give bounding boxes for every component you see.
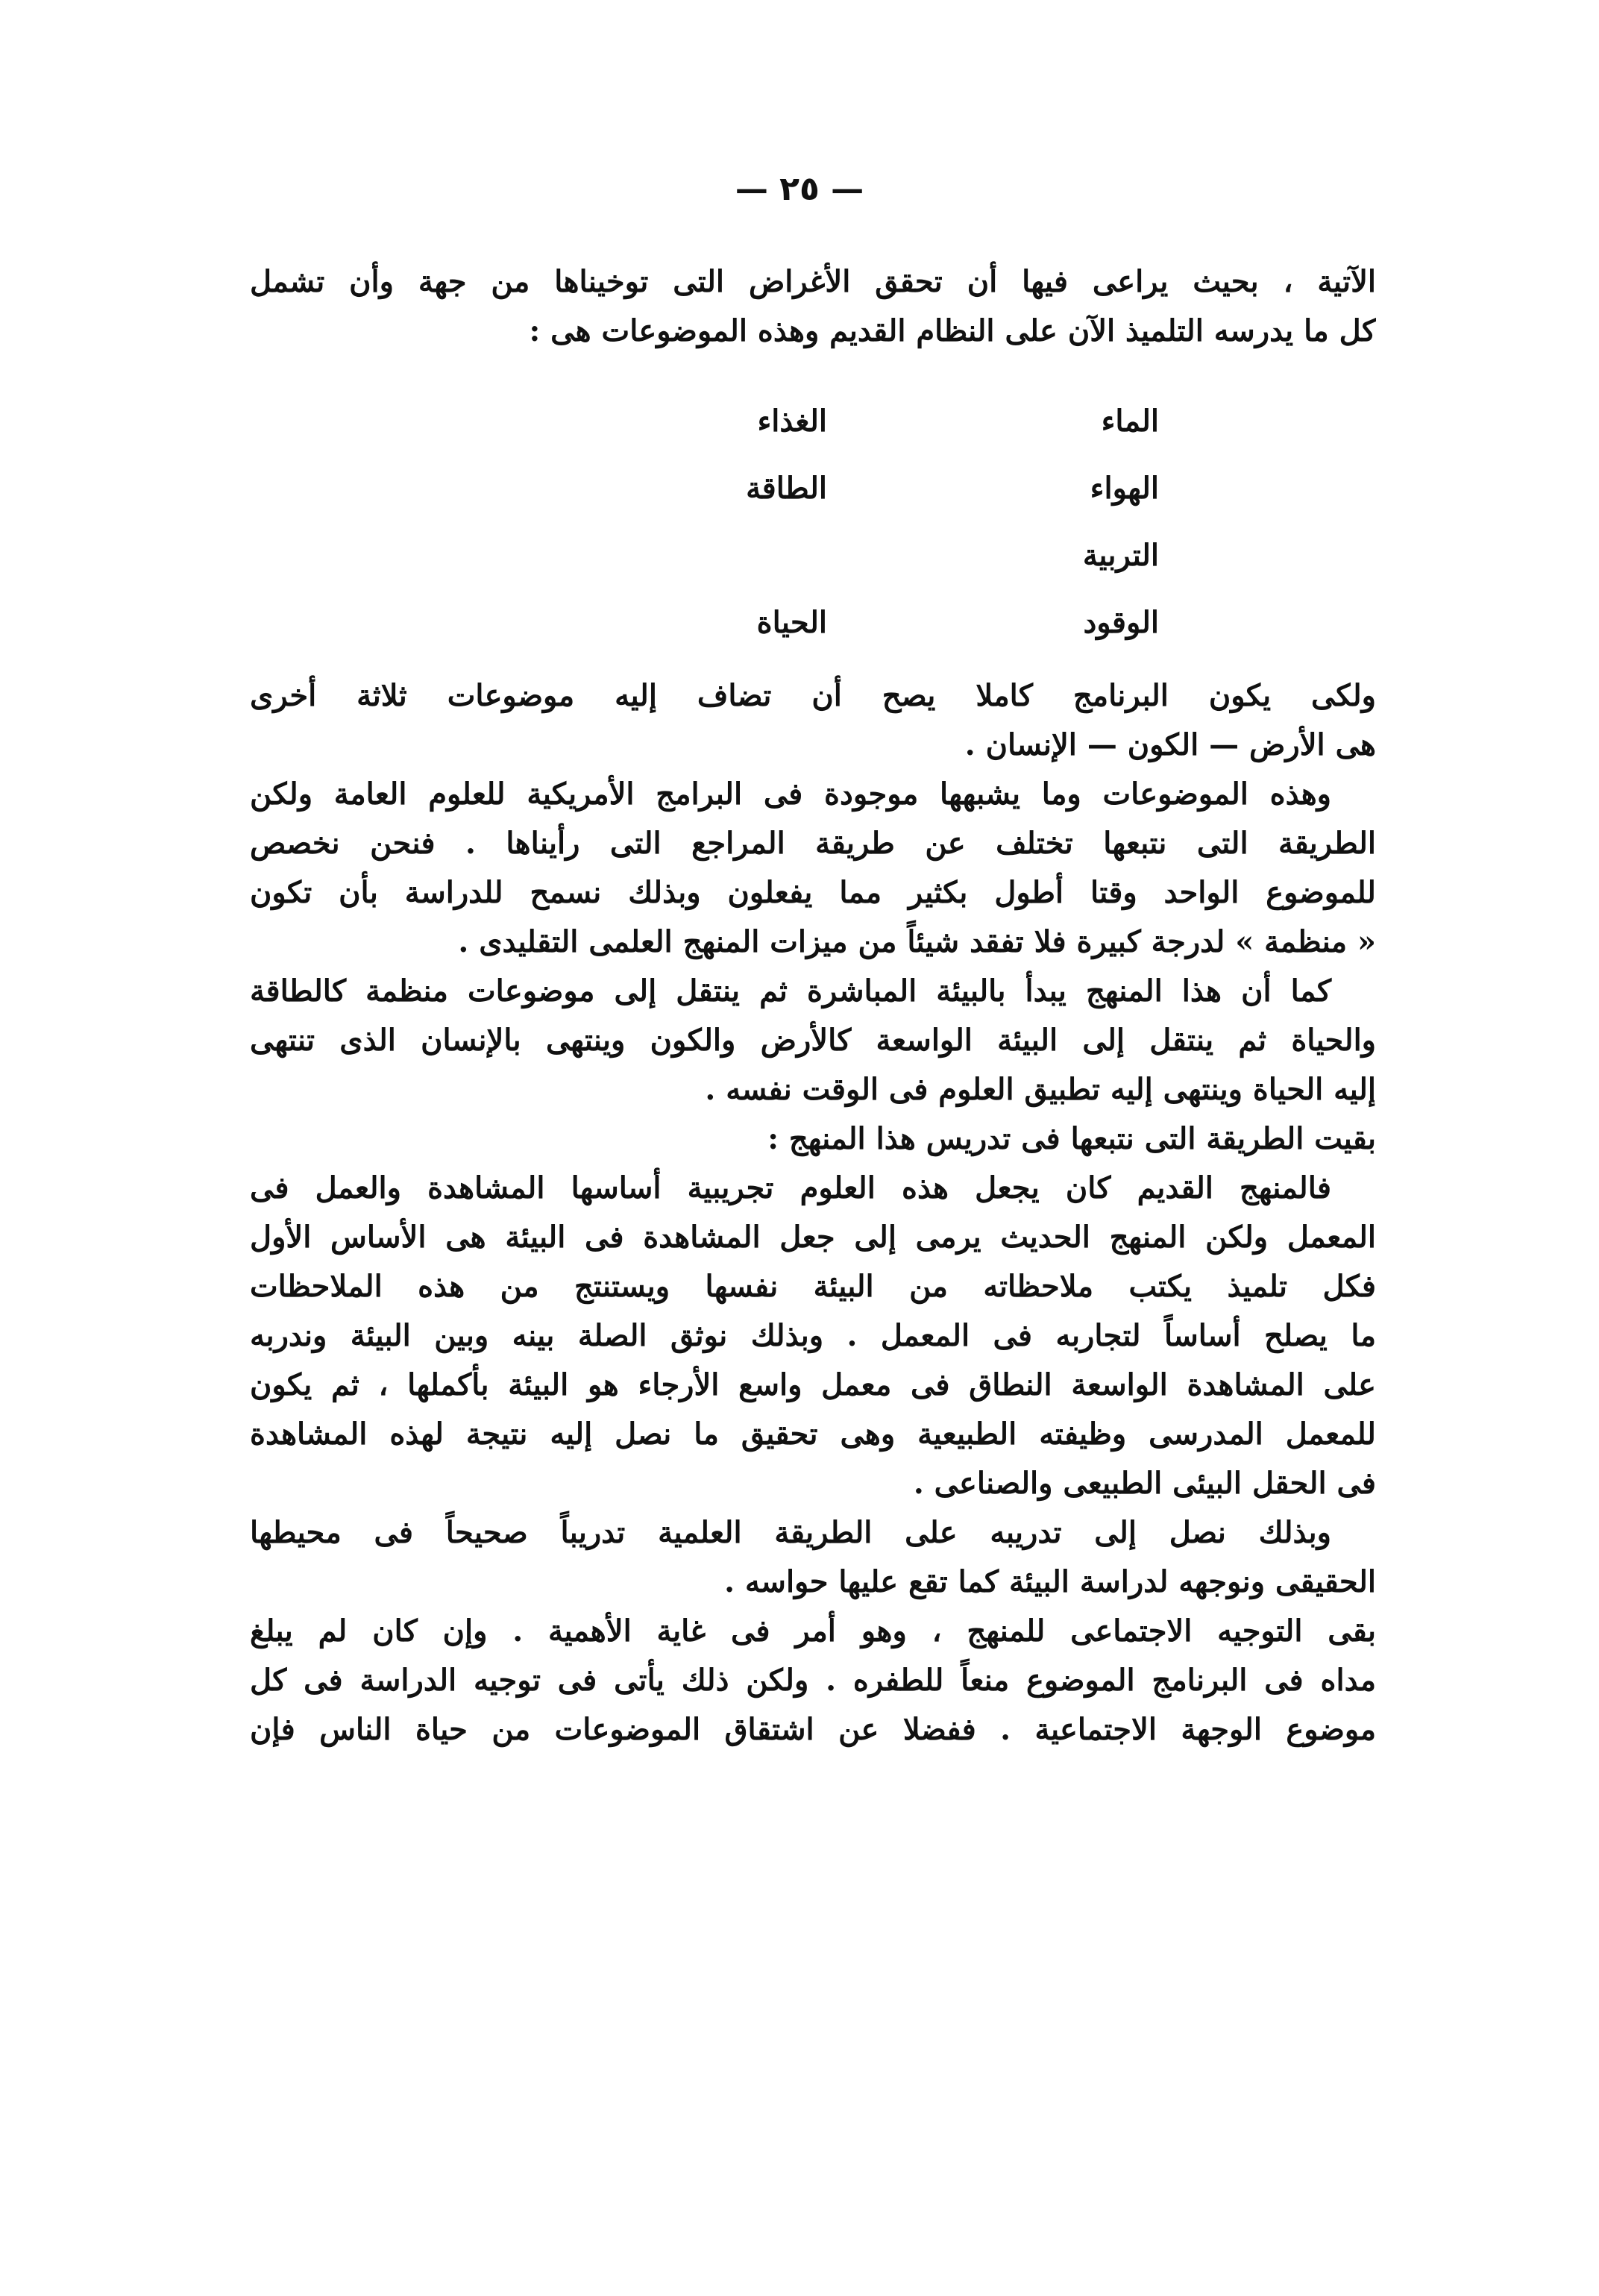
text-line: والحياة ثم ينتقل إلى البيئة الواسعة كالأرض والكون وينتهى بالإنسان الذى تنتهى [250,1023,1376,1058]
text-line: ولكى يكون البرنامج كاملا يصح أن تضاف إليه موضوعات ثلاثة أخرى [250,678,1376,713]
text-line: الطريقة التى نتبعها تختلف عن طريقة المراجع التى رأيناها . فنحن نخصص [250,826,1376,861]
topic-item: الماء [1101,404,1159,439]
text-line: بقى التوجيه الاجتماعى للمنهج ، وهو أمر فى غاية الأهمية . وإن كان لم يبلغ [250,1613,1376,1649]
text-line: الآتية ، بحيث يراعى فيها أن تحقق الأغراض التى توخيناها من جهة وأن تشمل [250,264,1376,299]
topic-item: الوقود [1083,605,1159,640]
topic-item: الغذاء [757,404,827,439]
topic-item: الهواء [1090,471,1159,506]
text-line: بقيت الطريقة التى نتبعها فى تدريس هذا المنهج : [767,1121,1376,1156]
text-line: ما يصلح أساساً لتجاربه فى المعمل . وبذلك نوثق الصلة بينه وبين البيئة وندربه [250,1318,1376,1353]
topic-row [0,597,1599,649]
text-line: موضوع الوجهة الاجتماعية . ففضلا عن اشتقاق الموضوعات من حياة الناس فإن [250,1712,1376,1747]
text-line: هى الأرض — الكون — الإنسان . [964,727,1376,762]
text-line: الحقيقى ونوجهه لدراسة البيئة كما تقع عليها حواسه . [724,1564,1376,1599]
intro-paragraph [250,257,1376,356]
text-line: كما أن هذا المنهج يبدأ بالبيئة المباشرة ثم ينتقل إلى موضوعات منظمة كالطاقة [250,973,1331,1009]
topic-row [0,395,1599,448]
text-line: إليه الحياة وينتهى إليه تطبيق العلوم فى الوقت نفسه . [705,1072,1376,1107]
text-line: كل ما يدرسه التلميذ الآن على النظام القديم وهذه الموضوعات هى : [529,313,1376,348]
text-line: فالمنهج القديم كان يجعل هذه العلوم تجريبية أساسها المشاهدة والعمل فى [250,1170,1331,1205]
page-number: — ٢٥ — [735,170,864,208]
text-line: فكل تلميذ يكتب ملاحظاته من البيئة نفسها ويستنتج من هذه الملاحظات [250,1269,1376,1304]
text-line: « منظمة » لدرجة كبيرة فلا تفقد شيئاً من ميزات المنهج العلمى التقليدى . [458,924,1376,959]
text-line: وبذلك نصل إلى تدريبه على الطريقة العلمية تدريباً صحيحاً فى محيطها [250,1515,1331,1550]
text-line: وهذه الموضوعات وما يشبهها موجودة فى البرامج الأمريكية للعلوم العامة ولكن [250,777,1331,812]
body-text [250,671,1376,1754]
topic-row [0,530,1599,582]
text-line: للموضوع الواحد وقتا أطول بكثير مما يفعلون وبذلك نسمح للدراسة بأن تكون [250,875,1376,910]
text-line: فى الحقل البيئى الطبيعى والصناعى . [913,1466,1376,1501]
text-line: مداه فى البرنامج الموضوع منعاً للطفره . ولكن ذلك يأتى فى توجيه الدراسة فى كل [250,1663,1376,1698]
topic-row [0,462,1599,515]
topic-item: التربية [1082,538,1159,573]
topic-item: الحياة [756,605,827,640]
text-line: المعمل ولكن المنهج الحديث يرمى إلى جعل المشاهدة فى البيئة هى الأساس الأول [250,1220,1376,1255]
text-line: على المشاهدة الواسعة النطاق فى معمل واسع الأرجاء هو البيئة بأكملها ، ثم يكون [250,1367,1376,1402]
text-line: للمعمل المدرسى وظيفته الطبيعية وهى تحقيق ما نصل إليه نتيجة لهذه المشاهدة [250,1417,1376,1452]
topic-item: الطاقة [746,471,827,506]
